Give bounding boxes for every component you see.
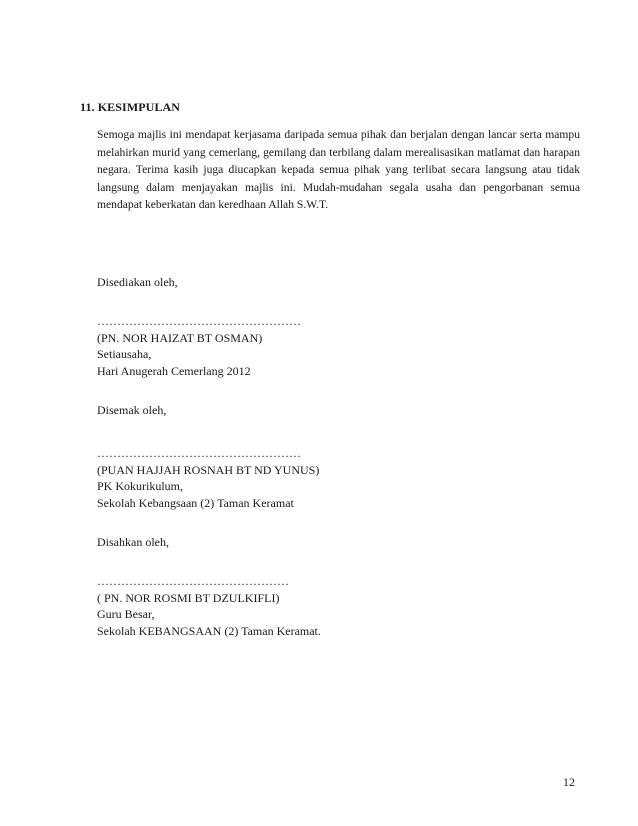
page-number: 12 (563, 775, 575, 789)
signatory-title: Guru Besar, (97, 607, 155, 621)
prepared-by-label: Disediakan oleh, (97, 275, 178, 289)
section-heading: 11. KESIMPULAN (80, 100, 181, 114)
signatory-organization: Sekolah KEBANGSAAN (2) Taman Keramat. (97, 623, 321, 638)
signatory-name: (PUAN HAJJAH ROSNAH BT ND YUNUS) (97, 462, 320, 477)
prepared-by-signature-block (97, 313, 301, 379)
signatory-title: Setiausaha, (97, 347, 152, 361)
signature-dotted-line: …………………………………………… (97, 314, 301, 328)
signatory-organization: Hari Anugerah Cemerlang 2012 (97, 363, 251, 378)
approved-by-label: Disahkan oleh, (97, 535, 169, 549)
conclusion-paragraph: Semoga majlis ini mendapat kerjasama daripada semua pihak dan berjalan dengan lancar serta mampu melahirkan murid yang cemerlang, gemilang dan terbilang dalam merealisasikan matlamat dan harapan negara. Terima kasih juga diucapkan kepada semua pihak yang terlibat secara langsung atau tidak langsung dalam menjayakan majlis ini. Mudah-mudahan segala usaha dan pengorbanan semua mendapat keberkatan dan keredhaan Allah S.W.T. (97, 128, 580, 212)
signatory-organization: Sekolah Kebangsaan (2) Taman Keramat (97, 495, 294, 510)
signatory-name: (PN. NOR HAIZAT BT OSMAN) (97, 330, 263, 345)
approved-by-signature-block (97, 573, 321, 639)
checked-by-signature-block (97, 445, 319, 511)
signature-dotted-line: …………………………………………… (97, 446, 301, 460)
signatory-name: ( PN. NOR ROSMI BT DZULKIFLI) (97, 590, 280, 605)
checked-by-label: Disemak oleh, (97, 403, 167, 417)
signature-dotted-line: ………………………………………… (97, 574, 289, 588)
signatory-title: PK Kokurikulum, (97, 479, 184, 493)
